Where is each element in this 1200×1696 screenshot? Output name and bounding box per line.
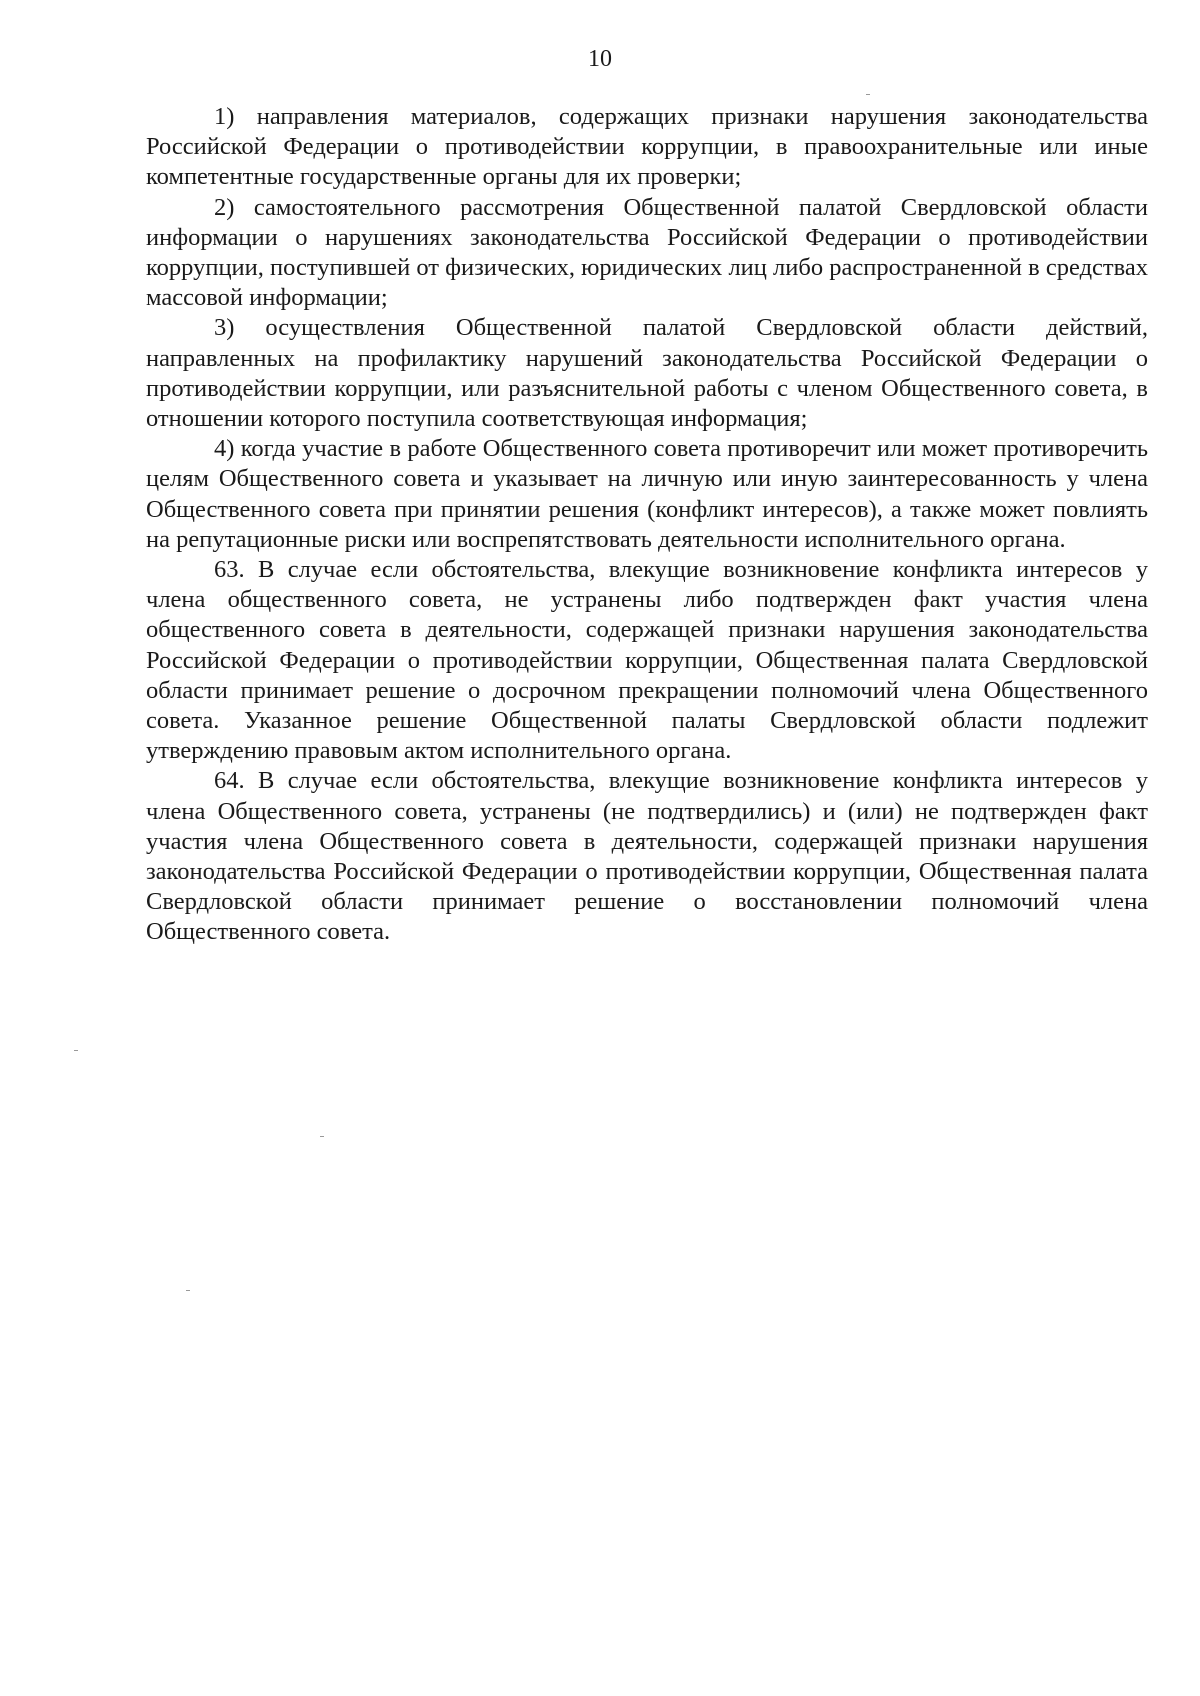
paragraph-63: 63. В случае если обстоятельства, влекущие возникновение конфликта интересов у члена общественного совета, не устранены либо подтвержден факт участия члена общественного совета в деятельности, содержащей признаки нарушения законодательства Российской Федерации о противодействии коррупции, Общественная палата Свердловской области принимает решение о досрочном прекращении полномочий члена Общественного совета. Указанное решение Общественной палаты Свердловской области подлежит утверждению правовым актом исполнительного органа. (146, 556, 1148, 765)
paragraph-item-1: 1) направления материалов, содержащих признаки нарушения законодательства Российской Федерации о противодействии коррупции, в правоохранительные или иные компетентные государственные органы для их проверки; (146, 103, 1148, 191)
paragraph-item-2: 2) самостоятельного рассмотрения Общественной палатой Свердловской области информации о нарушениях законодательства Российской Федерации о противодействии коррупции, поступившей от физических, юридических лиц либо распространенной в средствах массовой информации; (146, 193, 1148, 312)
scan-speck (866, 94, 870, 95)
scan-speck (74, 1050, 78, 1051)
paragraph-item-4: 4) когда участие в работе Общественного совета противоречит или может противоречить целям Общественного совета и указывает на личную или иную заинтересованность у члена Общественного совета при принятии решения (конфликт интересов), а также может повлиять на репутационные риски или воспрепятствовать деятельности исполнительного органа. (146, 435, 1148, 553)
paragraph-64: 64. В случае если обстоятельства, влекущие возникновение конфликта интересов у члена Общественного совета, устранены (не подтвердились) и (или) не подтвержден факт участия члена Общественного совета в деятельности, содержащей признаки нарушения законодательства Российской Федерации о противодействии коррупции, Общественная палата Свердловской области принимает решение о восстановлении полномочий члена Общественного совета. (146, 767, 1148, 946)
page-number: 10 (588, 46, 612, 72)
paragraph-item-3: 3) осуществления Общественной палатой Свердловской области действий, направленных на профилактику нарушений законодательства Российской Федерации о противодействии коррупции, или разъяснительной работы с членом Общественного совета, в отношении которого поступила соответствующая информация; (146, 314, 1148, 433)
document-body (146, 102, 1148, 948)
scan-speck (186, 1290, 190, 1291)
scan-speck (320, 1136, 324, 1137)
